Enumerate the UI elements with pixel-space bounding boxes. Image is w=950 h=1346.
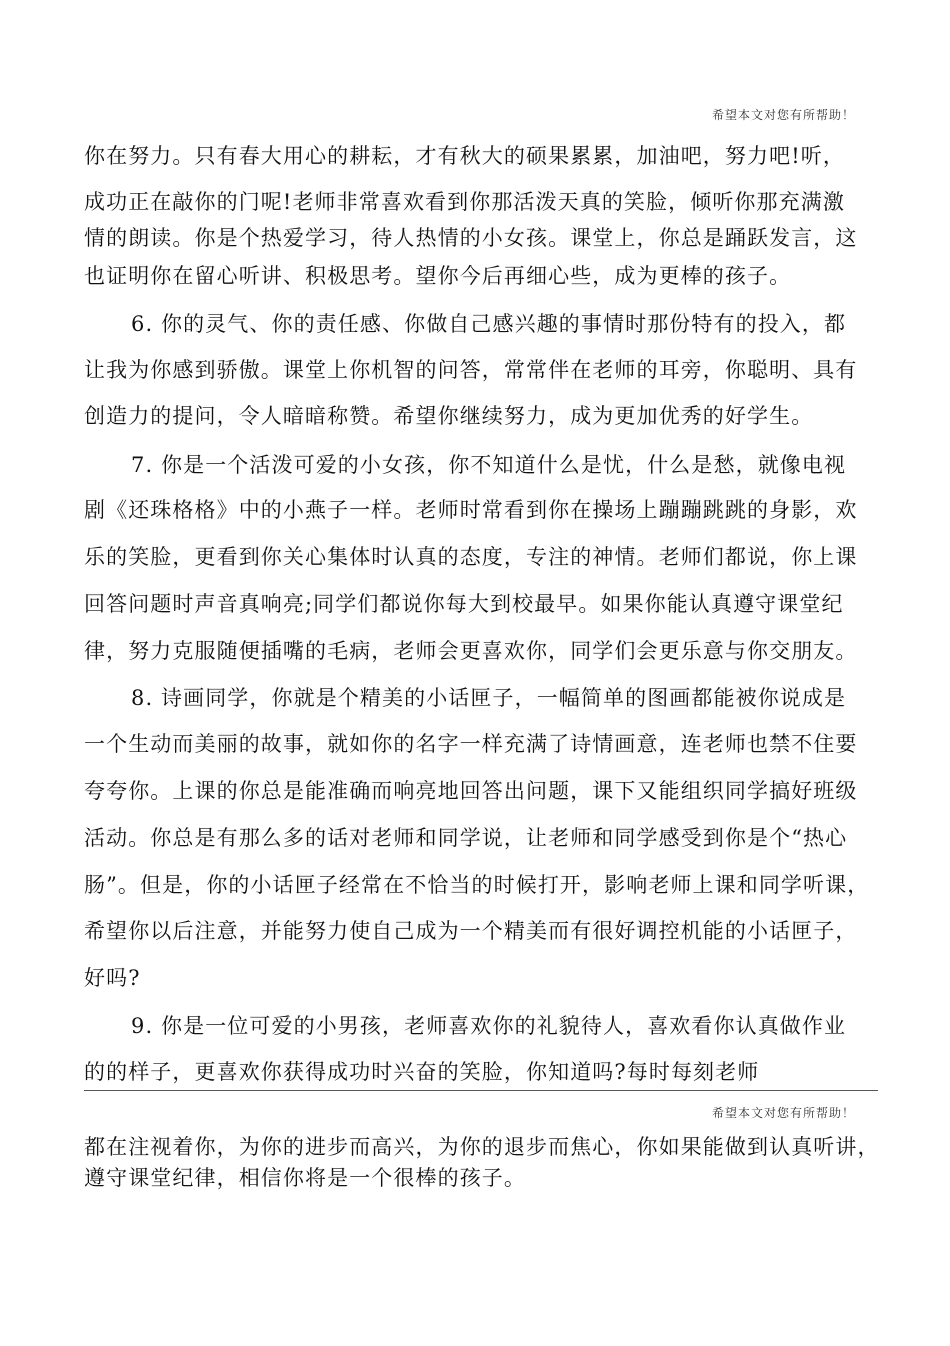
text-line: 成功正在敲你的门呢!老师非常喜欢看到你那活泼天真的笑脸，倾听你那充满激 <box>84 190 845 214</box>
text-line: 好吗? <box>84 966 141 990</box>
page-header: 希望本文对您有所帮助！ <box>711 1106 855 1120</box>
text-line: 律，努力克服随便插嘴的毛病，老师会更喜欢你，同学们会更乐意与你交朋友。 <box>84 639 858 663</box>
text-line: 创造力的提问，令人暗暗称赞。希望你继续努力，成为更加优秀的好学生。 <box>84 404 814 428</box>
page-divider <box>84 1090 878 1091</box>
text-line: 你在努力。只有春大用心的耕耘，才有秋大的硕果累累，加油吧，努力吧!听， <box>84 144 845 168</box>
text-line: 剧《还珠格格》中的小燕子一样。老师时常看到你在操场上蹦蹦跳跳的身影，欢 <box>84 498 858 522</box>
text-line: 情的朗读。你是个热爱学习，待人热情的小女孩。课堂上，你总是踊跃发言，这 <box>84 226 858 250</box>
text-line: 8. 诗画同学，你就是个精美的小话匣子，一幅简单的图画都能被你说成是 <box>131 686 847 710</box>
text-line: 让我为你感到骄傲。课堂上你机智的问答，常常伴在老师的耳旁，你聪明、具有 <box>84 358 858 382</box>
text-line: 也证明你在留心听讲、积极思考。望你今后再细心些，成为更棒的孩子。 <box>84 264 792 288</box>
text-line: 希望你以后注意，并能努力使自己成为一个精美而有很好调控机能的小话匣子， <box>84 919 858 943</box>
text-line: 乐的笑脸，更看到你关心集体时认真的态度，专注的神情。老师们都说，你上课 <box>84 545 858 569</box>
text-line: 夸夸你。上课的你总是能准确而响亮地回答出问题，课下又能组织同学搞好班级 <box>84 779 858 803</box>
text-line: 6. 你的灵气、你的责任感、你做自己感兴趣的事情时那份特有的投入，都 <box>131 312 847 336</box>
text-line: 9. 你是一位可爱的小男孩，老师喜欢你的礼貌待人，喜欢看你认真做作业 <box>131 1014 847 1038</box>
text-line: 回答问题时声音真响亮;同学们都说你每大到校最早。如果你能认真遵守课堂纪 <box>84 592 844 616</box>
text-line: 肠”。但是，你的小话匣子经常在不恰当的时候打开，影响老师上课和同学听课， <box>84 873 870 897</box>
text-line: 一个生动而美丽的故事，就如你的名字一样充满了诗情画意，连老师也禁不住要 <box>84 732 858 756</box>
text-line: 的的样子，更喜欢你获得成功时兴奋的笑脸，你知道吗?每时每刻老师 <box>84 1060 760 1084</box>
text-line: 7. 你是一个活泼可爱的小女孩，你不知道什么是忧，什么是愁，就像电视 <box>131 453 847 477</box>
text-line: 遵守课堂纪律，相信你将是一个很棒的孩子。 <box>84 1166 526 1190</box>
text-line: 活动。你总是有那么多的话对老师和同学说，让老师和同学感受到你是个“热心 <box>84 826 848 850</box>
text-line: 都在注视着你，为你的进步而高兴，为你的退步而焦心，你如果能做到认真听讲， <box>84 1135 880 1159</box>
page-header: 希望本文对您有所帮助！ <box>711 108 855 122</box>
